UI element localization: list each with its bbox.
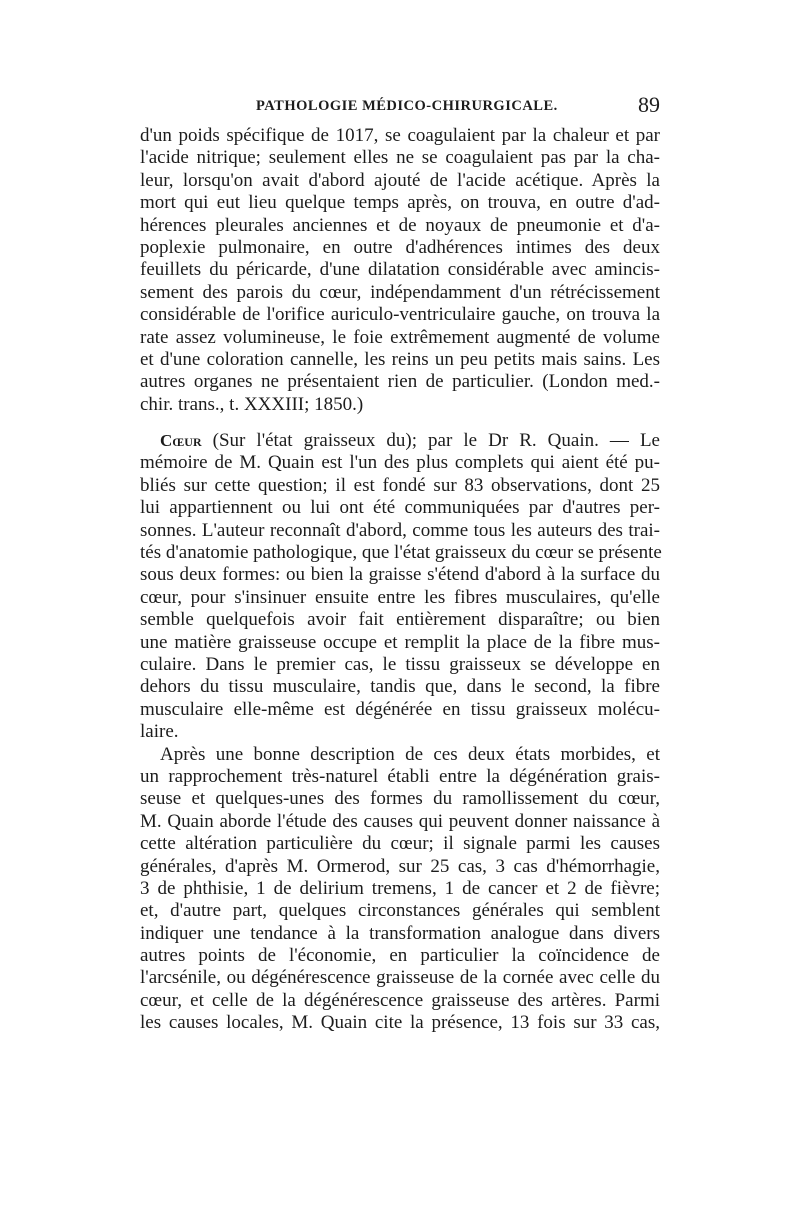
page-number: 89 xyxy=(638,92,660,117)
text-line: mort qui eut lieu quelque temps après, on trouva, en outre d'ad- xyxy=(140,192,660,214)
text-line: sement des parois du cœur, indépendamment d'un rétrécissement xyxy=(140,281,660,303)
text-line: seuse et quelques-unes des formes du ramollissement du cœur, xyxy=(140,788,660,810)
text-line: dehors du tissu musculaire, tandis que, dans le second, la fibre xyxy=(140,676,660,698)
paragraph-case-report xyxy=(140,125,660,416)
text-line: cette altération particulière du cœur; il signale parmi les causes xyxy=(140,833,660,855)
text-line: l'acide nitrique; seulement elles ne se coagulaient pas par la cha- xyxy=(140,147,660,169)
text-line: une matière graisseuse occupe et remplit la place de la fibre mus- xyxy=(140,631,660,653)
text-line: l'arcsénile, ou dégénérescence graisseuse de la cornée avec celle du xyxy=(140,967,660,989)
text-line: Après une bonne description de ces deux états morbides, et xyxy=(160,743,660,765)
text-line: cœur, pour s'insinuer ensuite entre les fibres musculaires, qu'elle xyxy=(140,586,660,608)
text-line: sous deux formes: ou bien la graisse s'étend d'abord à la surface du xyxy=(140,564,660,586)
entry-heading-rest: (Sur l'état graisseux du); par le Dr R. Quain. — Le xyxy=(201,430,660,452)
text-line: autres points de l'économie, en particulier la coïncidence de xyxy=(140,945,660,967)
text-line: 3 de phthisie, 1 de delirium tremens, 1 de cancer et 2 de fièvre; xyxy=(140,877,660,899)
paragraph-causes xyxy=(140,744,660,1035)
text-line-with-heading xyxy=(140,430,660,452)
text-line: laire. xyxy=(140,721,179,743)
text-line: indiquer une tendance à la transformation analogue dans divers xyxy=(140,922,660,944)
text-line: autres organes ne présentaient rien de particulier. (London med.- xyxy=(140,371,660,393)
text-line: M. Quain aborde l'étude des causes qui peuvent donner naissance à xyxy=(140,810,660,832)
page-header xyxy=(140,94,660,120)
text-line: culaire. Dans le premier cas, le tissu graisseux se développe en xyxy=(140,653,660,675)
text-line: semble quelquefois avoir fait entièrement disparaître; ou bien xyxy=(140,609,660,631)
text-line: hérences pleurales anciennes et de noyaux de pneumonie et d'a- xyxy=(140,214,660,236)
text-line: mémoire de M. Quain est l'un des plus complets qui aient été pu- xyxy=(140,452,660,474)
text-line: musculaire elle-même est dégénérée en tissu graisseux molécu- xyxy=(140,698,660,720)
text-line: et d'une coloration cannelle, les reins un peu petits mais sains. Les xyxy=(140,348,660,370)
text-line: feuillets du péricarde, d'une dilatation considérable avec amincis- xyxy=(140,259,660,281)
text-line: et, d'autre part, quelques circonstances générales qui semblent xyxy=(140,900,660,922)
text-line: les causes locales, M. Quain cite la présence, 13 fois sur 33 cas, xyxy=(140,1012,660,1034)
text-line: lui appartiennent ou lui ont été communiquées par d'autres per- xyxy=(140,497,660,519)
text-line: sonnes. L'auteur reconnaît d'abord, comme tous les auteurs des trai- xyxy=(140,519,660,541)
text-line: leur, lorsqu'on avait d'abord ajouté de l'acide acétique. Après la xyxy=(140,169,660,191)
paragraph-gap xyxy=(140,416,660,430)
text-line: un rapprochement très-naturel établi entre la dégénération grais- xyxy=(140,765,660,787)
text-line: poplexie pulmonaire, en outre d'adhérences intimes des deux xyxy=(140,236,660,258)
body-text xyxy=(140,125,660,1035)
text-line: générales, d'après M. Ormerod, sur 25 cas, 3 cas d'hémorrhagie, xyxy=(140,855,660,877)
text-line: chir. trans., t. XXXIII; 1850.) xyxy=(140,393,364,415)
entry-heading: Cœur xyxy=(160,431,202,451)
text-line: cœur, et celle de la dégénérescence graisseuse des artères. Parmi xyxy=(140,989,660,1011)
text-line: bliés sur cette question; il est fondé sur 83 observations, dont 25 xyxy=(140,474,660,496)
text-line: rate assez volumineuse, le foie extrêmement augmenté de volume xyxy=(140,326,660,348)
paragraph-coeur-entry xyxy=(140,430,660,743)
running-title: PATHOLOGIE MÉDICO-CHIRURGICALE. xyxy=(256,98,558,114)
text-line: tés d'anatomie pathologique, que l'état graisseux du cœur se présente xyxy=(140,542,662,564)
text-line: d'un poids spécifique de 1017, se coagulaient par la chaleur et par xyxy=(140,125,660,146)
text-line: considérable de l'orifice auriculo-ventriculaire gauche, on trouva la xyxy=(140,304,660,326)
